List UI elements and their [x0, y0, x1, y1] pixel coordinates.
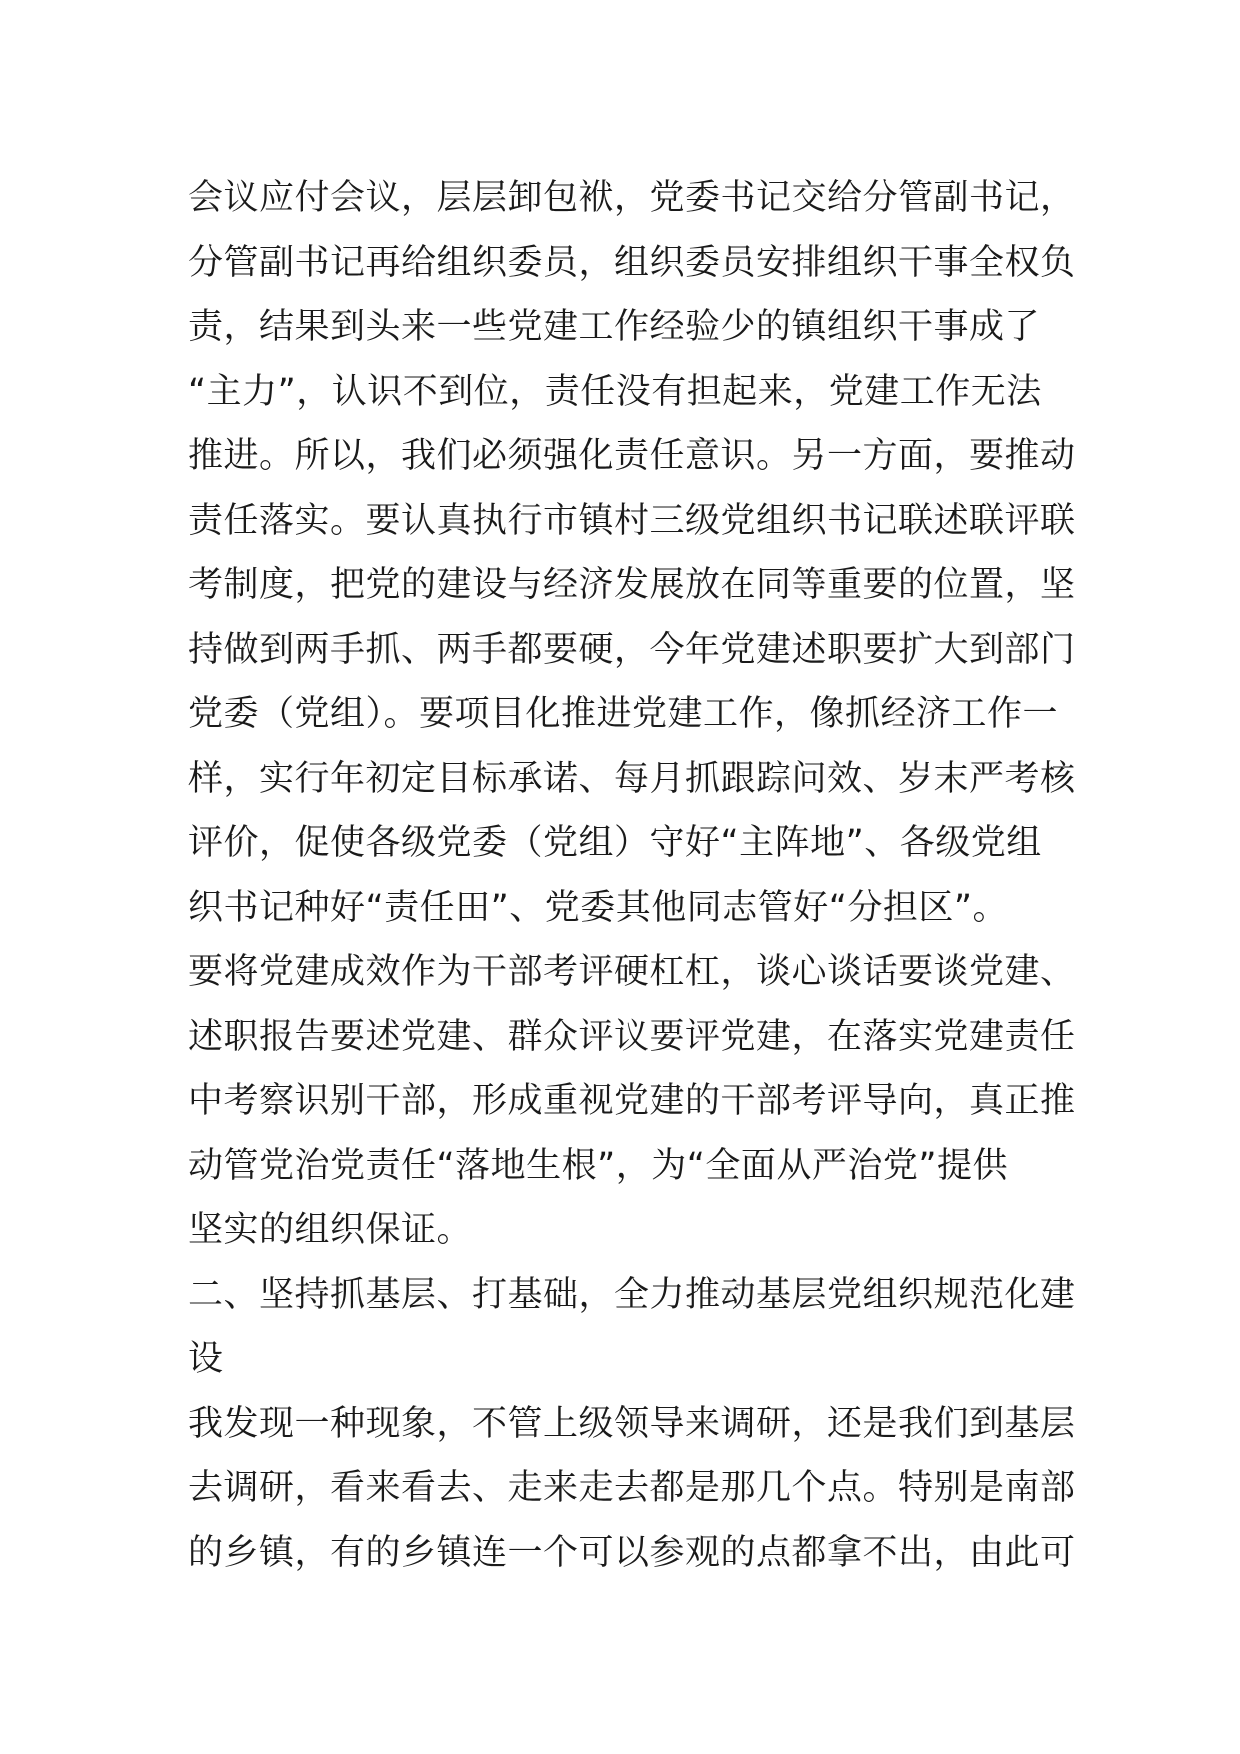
text-line: 织书记种好“责任田”、党委其他同志管好“分担区”。	[188, 887, 1009, 928]
text-line: 推进。所以，我们必须强化责任意识。另一方面，要推动	[188, 436, 1076, 476]
text-line: 动管党治党责任“落地生根”，为“全面从严治党”提供	[188, 1145, 1009, 1186]
text-line: 责任落实。要认真执行市镇村三级党组织书记联述联评联	[188, 500, 1076, 541]
text-line: 中考察识别干部，形成重视党建的干部考评导向，真正推	[188, 1081, 1076, 1121]
section-heading: 二、坚持抓基层、打基础，全力推动基层党组织规范化建	[188, 1274, 1076, 1315]
text-line: 样，实行年初定目标承诺、每月抓跟踪问效、岁末严考核	[188, 758, 1076, 799]
text-line: 坚实的组织保证。	[188, 1210, 473, 1250]
text-line: 考制度，把党的建设与经济发展放在同等重要的位置，坚	[188, 565, 1076, 605]
text-line: 责，结果到头来一些党建工作经验少的镇组织干事成了	[188, 307, 1041, 347]
text-line: 持做到两手抓、两手都要硬，今年党建述职要扩大到部门	[188, 629, 1076, 670]
text-line: “主力”，认识不到位，责任没有担起来，党建工作无法	[188, 371, 1042, 412]
text-line: 党委（党组）。要项目化推进党建工作，像抓经济工作一	[188, 694, 1059, 734]
body-text	[188, 166, 1076, 1585]
text-line: 我发现一种现象，不管上级领导来调研，还是我们到基层	[188, 1403, 1076, 1444]
text-line: 会议应付会议，层层卸包袱，党委书记交给分管副书记，	[188, 178, 1076, 218]
text-line: 去调研，看来看去、走来走去都是那几个点。特别是南部	[188, 1468, 1076, 1508]
text-line: 分管副书记再给组织委员，组织委员安排组织干事全权负	[188, 242, 1076, 283]
text-line: 要将党建成效作为干部考评硬杠杠，谈心谈话要谈党建、	[188, 952, 1076, 992]
text-line: 评价，促使各级党委（党组）守好“主阵地”、各级党组	[188, 823, 1042, 863]
section-heading-continued: 设	[188, 1339, 224, 1379]
text-line: 的乡镇，有的乡镇连一个可以参观的点都拿不出，由此可	[188, 1532, 1076, 1573]
text-line: 述职报告要述党建、群众评议要评党建，在落实党建责任	[188, 1016, 1076, 1057]
